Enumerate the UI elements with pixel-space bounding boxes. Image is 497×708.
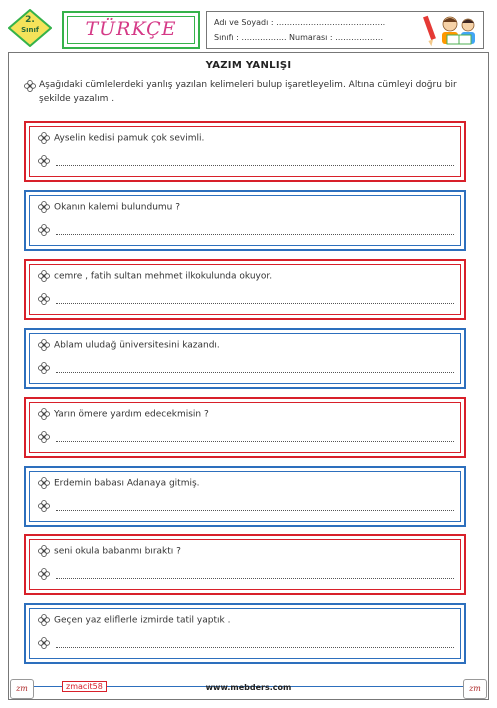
- dotted-writing-line[interactable]: [56, 578, 454, 579]
- question-text: seni okula babanmı bıraktı ?: [54, 546, 181, 557]
- flower-icon: [38, 616, 54, 626]
- grade-label: Sınıf: [21, 26, 39, 34]
- dotted-writing-line[interactable]: [56, 234, 454, 235]
- question-text: cemre , fatih sultan mehmet ilkokulunda okuyor.: [54, 271, 273, 282]
- flower-icon: [38, 479, 54, 489]
- question-text: Geçen yaz eliflerle izmirde tatil yaptık .: [54, 615, 231, 626]
- answer-line[interactable]: [38, 568, 454, 582]
- question-box: [24, 603, 466, 664]
- flower-icon: [38, 134, 54, 144]
- question-box: [24, 121, 466, 182]
- instruction-text: Aşağıdaki cümlelerdeki yanlış yazılan kelimeleri bulup işaretleyelim. Altına cümleyi doğru bir şekilde yazalım .: [39, 80, 457, 104]
- answer-line[interactable]: [38, 224, 454, 238]
- question-row: [38, 614, 230, 626]
- question-box: [24, 534, 466, 595]
- flower-icon: [38, 272, 54, 282]
- question-text: Yarın ömere yardım edecekmisin ?: [54, 409, 209, 420]
- answer-line[interactable]: [38, 637, 454, 651]
- dotted-writing-line[interactable]: [56, 303, 454, 304]
- question-box: [24, 397, 466, 458]
- zm-logo-left: zm: [10, 679, 34, 699]
- question-row: [38, 339, 220, 351]
- worksheet-title: YAZIM YANLIŞI: [205, 60, 292, 71]
- author-tag: zmacit58: [62, 681, 107, 692]
- kids-reading-illustration: [420, 13, 480, 47]
- pencil-icon: [423, 16, 436, 47]
- question-text: Erdemin babası Adanaya gitmiş.: [54, 478, 200, 489]
- answer-line[interactable]: [38, 155, 454, 169]
- question-row: [38, 270, 272, 282]
- question-box: [24, 259, 466, 320]
- website-url[interactable]: www.mebders.com: [205, 683, 292, 692]
- question-box: [24, 328, 466, 389]
- flower-icon: [38, 203, 54, 213]
- question-text: Okanın kalemi bulundumu ?: [54, 202, 181, 213]
- dotted-writing-line[interactable]: [56, 441, 454, 442]
- flower-icon: [38, 410, 54, 420]
- subject-title: TÜRKÇE: [85, 18, 177, 40]
- instruction: [24, 78, 484, 106]
- answer-line[interactable]: [38, 431, 454, 445]
- answer-line[interactable]: [38, 293, 454, 307]
- zm-logo-right: zm: [463, 679, 487, 699]
- question-row: [38, 132, 204, 144]
- question-row: [38, 408, 209, 420]
- dotted-writing-line[interactable]: [56, 647, 454, 648]
- class-number-line: Sınıfı : …………….. Numarası : ………………: [214, 33, 384, 42]
- question-row: [38, 477, 200, 489]
- question-row: [38, 545, 181, 557]
- flower-icon: [38, 341, 54, 351]
- question-text: Ayselin kedisi pamuk çok sevimli.: [54, 133, 205, 144]
- dotted-writing-line[interactable]: [56, 372, 454, 373]
- question-row: [38, 201, 180, 213]
- dotted-writing-line[interactable]: [56, 165, 454, 166]
- question-box: [24, 466, 466, 527]
- answer-line[interactable]: [38, 500, 454, 514]
- dotted-writing-line[interactable]: [56, 510, 454, 511]
- flower-icon: [24, 79, 36, 93]
- answer-line[interactable]: [38, 362, 454, 376]
- flower-icon: [38, 547, 54, 557]
- grade-number: 2.: [25, 15, 35, 25]
- question-text: Ablam uludağ üniversitesini kazandı.: [54, 340, 220, 351]
- question-box: [24, 190, 466, 251]
- name-line: Adı ve Soyadı : …………………………………..: [214, 18, 386, 27]
